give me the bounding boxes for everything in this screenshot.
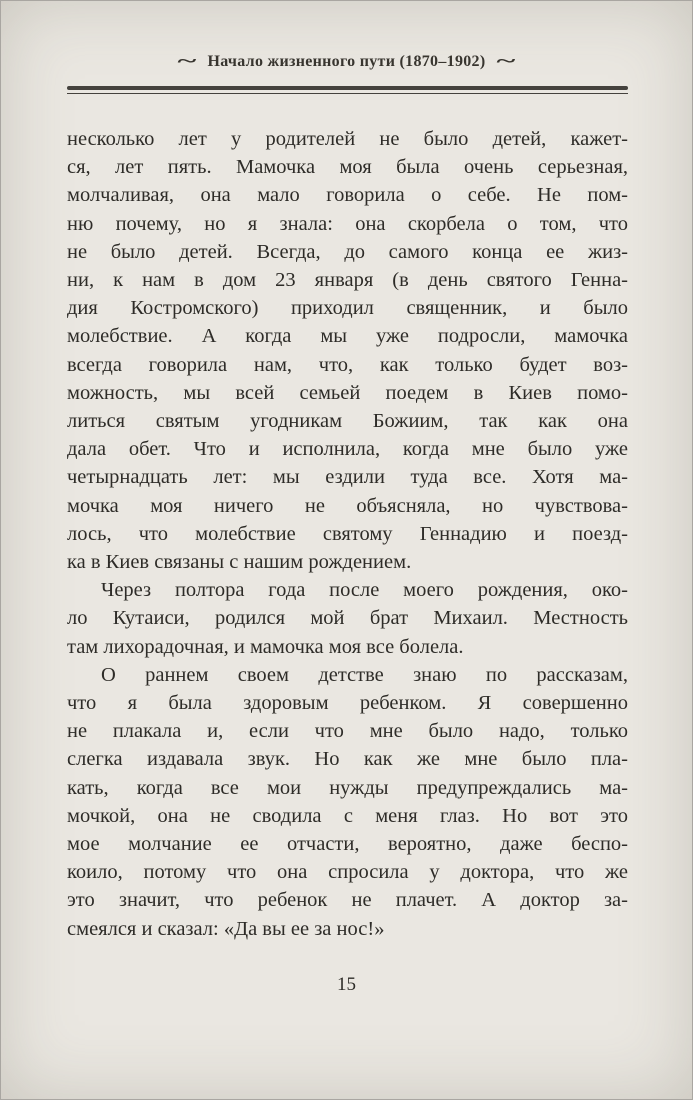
text-line: литься святым угодникам Божиим, так как она <box>67 410 628 433</box>
body-text <box>67 125 628 943</box>
text-line: слегка издавала звук. Но как же мне было пла- <box>67 748 628 771</box>
text-line: молебствие. А когда мы уже подросли, мамочка <box>67 325 628 348</box>
text-line: кать, когда все мои нужды предупреждались ма- <box>67 776 628 799</box>
text-line: дия Костромского) приходил священник, и было <box>67 297 628 320</box>
text-line: О раннем своем детстве знаю по рассказам, <box>101 663 628 686</box>
text-line: четырнадцать лет: мы ездили туда все. Хотя ма- <box>67 466 628 489</box>
text-line: ся, лет пять. Мамочка моя была очень серьезная, <box>67 156 628 179</box>
text-line: коило, потому что она спросила у доктора, что же <box>67 861 628 884</box>
page-number: 15 <box>337 974 356 995</box>
text-line: мое молчание ее отчасти, вероятно, даже беспо- <box>67 833 628 856</box>
page-footer <box>1 974 692 996</box>
text-line: не плакала и, если что мне было надо, только <box>67 720 628 743</box>
text-line: мочка моя ничего не объясняла, но чувствова- <box>67 494 628 517</box>
text-line: там лихорадочная, и мамочка моя все болела. <box>67 635 464 658</box>
text-line: всегда говорила нам, что, как только будет воз- <box>67 353 628 376</box>
text-line: ни, к нам в дом 23 января (в день святого Генна- <box>67 269 628 292</box>
text-line: несколько лет у родителей не было детей, кажет- <box>67 128 628 150</box>
text-line: можность, мы всей семьей поедем в Киев помо- <box>67 381 628 404</box>
text-line: мочкой, она не сводила с меня глаз. Но вот это <box>67 804 628 827</box>
text-line: не было детей. Всегда, до самого конца ее жиз- <box>67 240 628 263</box>
text-line: дала обет. Что и исполнила, когда мне было уже <box>67 438 628 461</box>
running-header <box>1 51 692 73</box>
header-title: Начало жизненного пути (1870–1902) <box>207 53 486 70</box>
text-line: ка в Киев связаны с нашим рождением. <box>67 551 412 574</box>
text-line: молчаливая, она мало говорила о себе. Не пом- <box>67 184 628 207</box>
divider-thick-line <box>67 86 628 90</box>
text-line: что я была здоровым ребенком. Я совершенно <box>67 692 628 715</box>
text-line: смеялся и сказал: «Да вы ее за нос!» <box>67 917 385 940</box>
header-ornament-left-icon: ~ <box>177 51 196 72</box>
text-line: ло Кутаиси, родился мой брат Михаил. Местность <box>67 607 628 630</box>
text-line: это значит, что ребенок не плачет. А доктор за- <box>67 889 628 912</box>
text-line: ню почему, но я знала: она скорбела о том, что <box>67 212 628 235</box>
header-ornament-right-icon: ~ <box>497 51 516 72</box>
text-line: лось, что молебствие святому Геннадию и поезд- <box>67 522 628 545</box>
divider-rule <box>67 86 628 94</box>
text-line: Через полтора года после моего рождения, око- <box>101 579 628 602</box>
divider-thin-line <box>67 93 628 94</box>
